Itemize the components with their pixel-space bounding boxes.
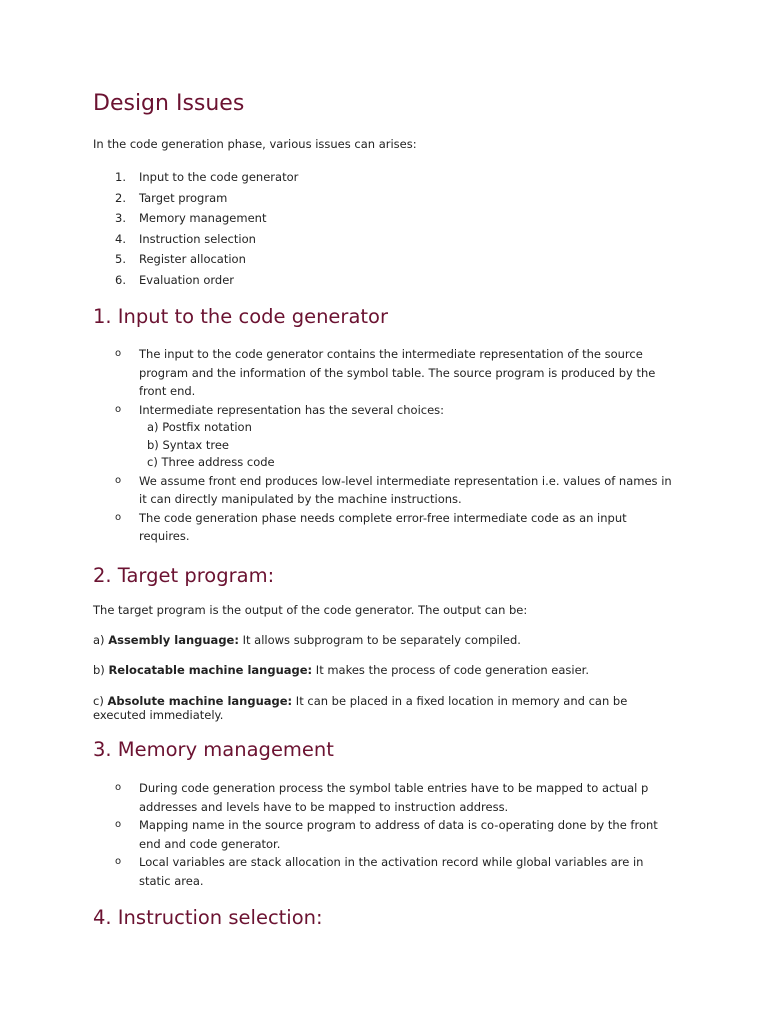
list-item (93, 345, 673, 401)
list-item (93, 472, 673, 509)
list-text: Target program (139, 190, 228, 205)
choice-item: c) Three address code (147, 455, 275, 469)
section1-bullets (93, 345, 673, 546)
section2-intro: The target program is the output of the code generator. The output can be: (93, 603, 528, 617)
section-heading-memory: 3. Memory management (93, 738, 334, 761)
list-text: Input to the code generator (139, 170, 299, 184)
bullet-text: Mapping name in the source program to address of data is co-operating done by the front end and code generator. (139, 818, 658, 851)
choice-item: a) Postfix notation (147, 420, 252, 434)
bullet-icon: o (115, 403, 122, 415)
section-heading-input: 1. Input to the code generator (93, 305, 388, 328)
bullet-icon: o (115, 348, 122, 359)
list-number: 2. (115, 190, 126, 205)
list-text: Register allocation (139, 252, 246, 267)
target-item-absolute: c) Absolute machine language: It can be placed in a fixed location in memory and can be executed immediately. (93, 694, 628, 722)
list-item (93, 509, 673, 546)
bullet-text: The code generation phase needs complete error-free intermediate code as an input requires. (139, 510, 627, 543)
list-number: 3. (115, 211, 126, 226)
section-heading-instruction: 4. Instruction selection: (93, 906, 323, 929)
bullet-icon: o (115, 856, 122, 867)
list-text: Instruction selection (139, 231, 256, 246)
section3-bullets (93, 779, 673, 890)
bullet-icon: o (115, 819, 122, 830)
list-item (93, 401, 673, 472)
list-number: 1. (115, 170, 126, 184)
bullet-text: We assume front end produces low-level intermediate representation i.e. values of names in it can directly manipulated by the machine instructions. (139, 473, 672, 506)
page-title: Design Issues (93, 91, 245, 116)
target-item-relocatable: b) Relocatable machine language: It makes the process of code generation easier. (93, 663, 589, 677)
list-number: 5. (115, 252, 126, 267)
bullet-icon: o (115, 782, 122, 793)
list-number: 6. (115, 272, 126, 287)
bullet-text: The input to the code generator contains the intermediate representation of the source program and the information of the symbol table. The source program is produced by the front end. (139, 347, 656, 398)
bullet-text: During code generation process the symbol table entries have to be mapped to actual p addresses and levels have to be mapped to instruction address. (139, 781, 649, 814)
list-item (93, 853, 673, 890)
list-text: Evaluation order (139, 272, 234, 287)
bullet-icon: o (115, 511, 122, 523)
target-item-assembly: a) Assembly language: It allows subprogram to be separately compiled. (93, 633, 521, 647)
choice-item: b) Syntax tree (147, 437, 229, 452)
intro-paragraph: In the code generation phase, various issues can arises: (93, 137, 417, 151)
list-text: Memory management (139, 211, 267, 226)
section-heading-target: 2. Target program: (93, 564, 275, 587)
bullet-text: Local variables are stack allocation in the activation record while global variables are in static area. (139, 855, 644, 888)
list-number: 4. (115, 231, 126, 246)
bullet-text: Intermediate representation has the several choices: (139, 402, 445, 417)
bullet-icon: o (115, 474, 122, 486)
list-item (93, 779, 673, 816)
list-item (93, 816, 673, 853)
